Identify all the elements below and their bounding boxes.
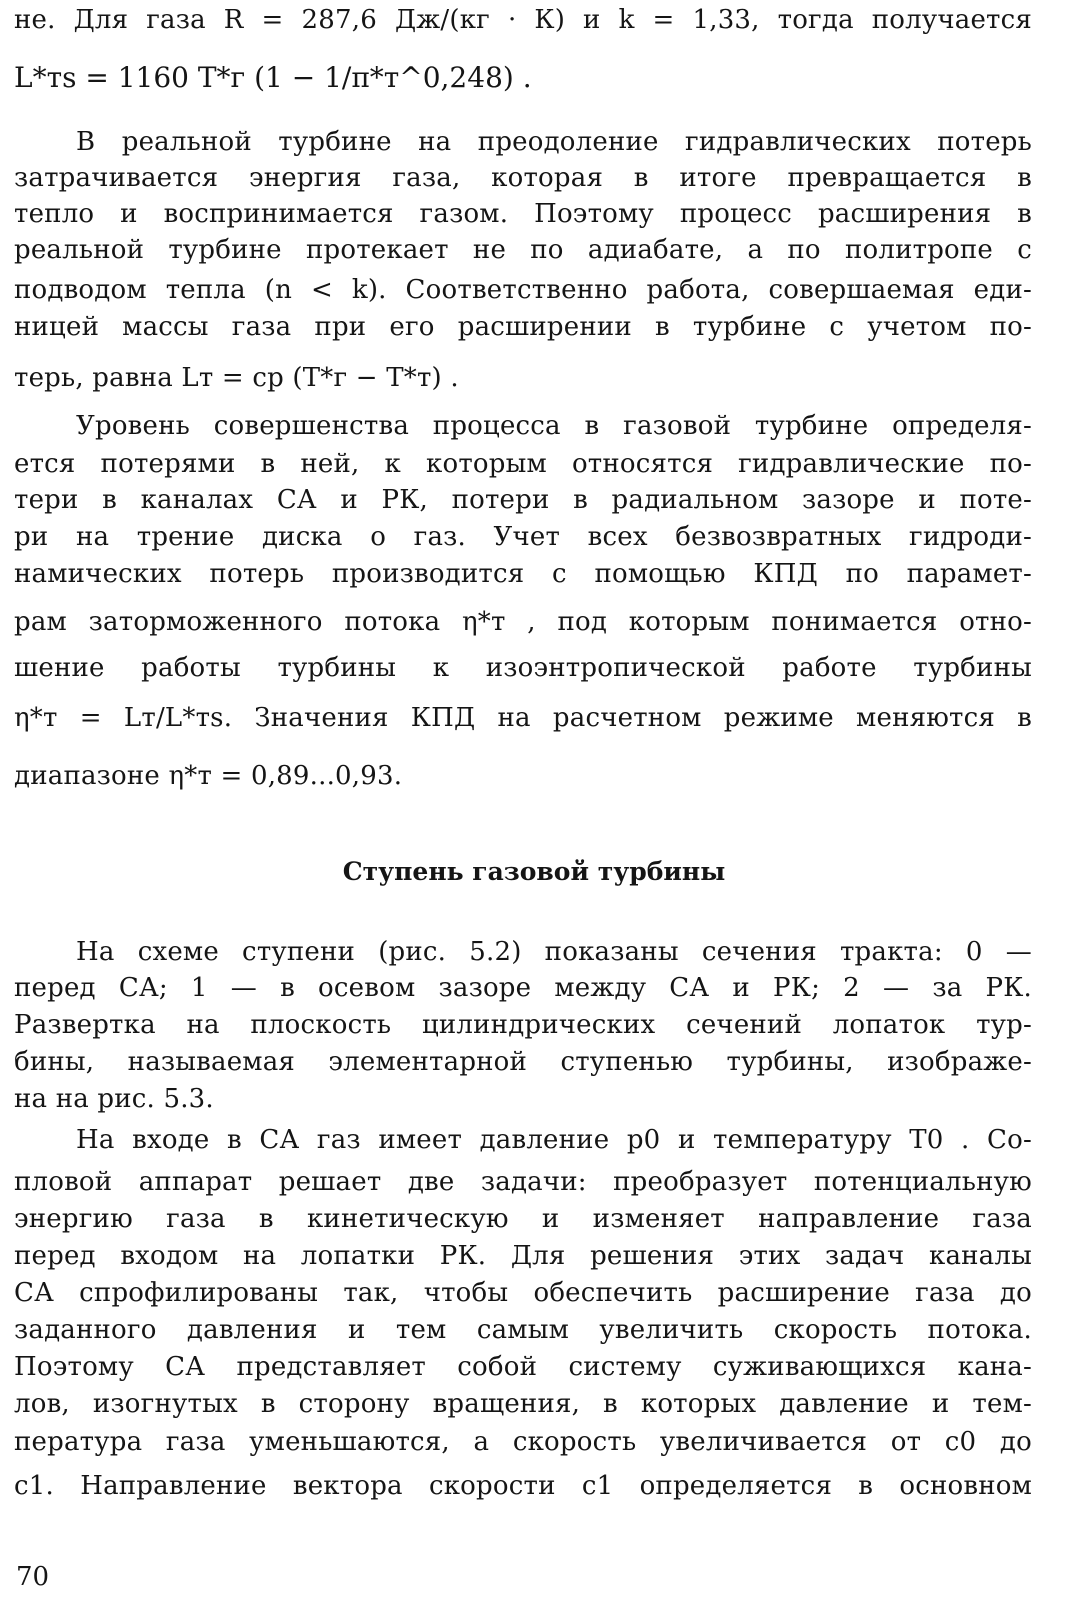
text-line: на на рис. 5.3. bbox=[14, 1084, 214, 1114]
text-line: тепло и воспринимается газом. Поэтому процесс расширения в bbox=[14, 199, 1032, 229]
text-line: лов, изогнутых в сторону вращения, в которых давление и тем- bbox=[14, 1389, 1032, 1419]
text-line: Уровень совершенства процесса в газовой турбине определя- bbox=[76, 411, 1032, 441]
text-line: пловой аппарат решает две задачи: преобразует потенциальную bbox=[14, 1167, 1032, 1197]
text-line: намических потерь производится с помощью КПД по парамет- bbox=[14, 559, 1032, 589]
text-line: реальной турбине протекает не по адиабате, а по политропе с bbox=[14, 235, 1032, 265]
section-heading: Ступень газовой турбины bbox=[342, 857, 726, 886]
text-line: В реальной турбине на преодоление гидравлических потерь bbox=[76, 127, 1032, 157]
text-line: терь, равна Lт = cp (T*г − T*т) . bbox=[14, 363, 459, 393]
text-line: перед входом на лопатки РК. Для решения этих задач каналы bbox=[14, 1241, 1032, 1271]
text-line: тери в каналах СА и РК, потери в радиальном зазоре и поте- bbox=[14, 485, 1032, 515]
text-line: ется потерями в ней, к которым относятся гидравлические по- bbox=[14, 449, 1032, 479]
text-line: заданного давления и тем самым увеличить скорость потока. bbox=[14, 1315, 1032, 1345]
text-line: η*т = Lт/L*тs. Значения КПД на расчетном режиме меняются в bbox=[14, 703, 1032, 733]
text-line: не. Для газа R = 287,6 Дж/(кг · К) и k = 1,33, тогда получается bbox=[14, 5, 1032, 35]
text-line: СА спрофилированы так, чтобы обеспечить расширение газа до bbox=[14, 1278, 1032, 1308]
text-line: ницей массы газа при его расширении в турбине с учетом по- bbox=[14, 312, 1032, 342]
text-line: рам заторможенного потока η*т , под которым понимается отно- bbox=[14, 607, 1032, 637]
text-line: шение работы турбины к изоэнтропической работе турбины bbox=[14, 653, 1032, 683]
text-line: диапазоне η*т = 0,89...0,93. bbox=[14, 761, 403, 791]
text-line: бины, называемая элементарной ступенью турбины, изображе- bbox=[14, 1047, 1032, 1077]
formula-isentropic-work: L*тs = 1160 T*г (1 − 1/π*т^0,248) . bbox=[14, 61, 532, 94]
text-line: На входе в СА газ имеет давление p0 и температуру T0 . Со- bbox=[76, 1125, 1032, 1155]
text-line: Поэтому СА представляет собой систему суживающихся кана- bbox=[14, 1352, 1032, 1382]
text-line: ри на трение диска о газ. Учет всех безвозвратных гидроди- bbox=[14, 522, 1032, 552]
text-line: Развертка на плоскость цилиндрических сечений лопаток тур- bbox=[14, 1010, 1032, 1040]
text-line: затрачивается энергия газа, которая в итоге превращается в bbox=[14, 163, 1032, 193]
page-number: 70 bbox=[16, 1562, 50, 1592]
text-line: c1. Направление вектора скорости c1 определяется в основном bbox=[14, 1471, 1032, 1501]
text-line: энергию газа в кинетическую и изменяет направление газа bbox=[14, 1204, 1032, 1234]
text-line: перед СА; 1 — в осевом зазоре между СА и РК; 2 — за РК. bbox=[14, 973, 1032, 1003]
text-line: На схеме ступени (рис. 5.2) показаны сечения тракта: 0 — bbox=[76, 937, 1032, 967]
text-line: подводом тепла (n < k). Соответственно работа, совершаемая еди- bbox=[14, 275, 1032, 305]
text-line: пература газа уменьшаются, а скорость увеличивается от c0 до bbox=[14, 1427, 1032, 1457]
